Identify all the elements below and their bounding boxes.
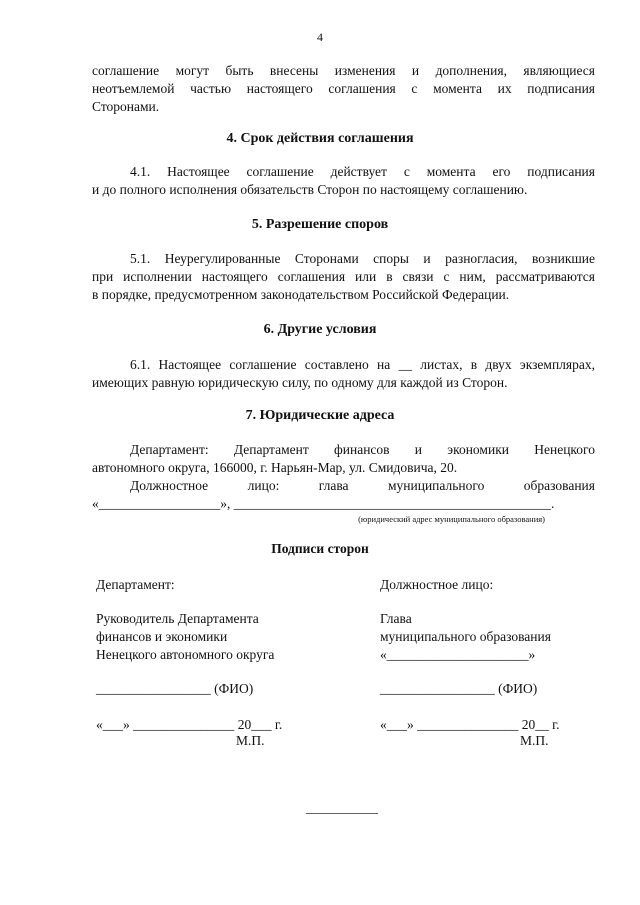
signatures-title: Подписи сторон (271, 541, 369, 556)
right-stamp: М.П. (520, 733, 549, 748)
address-caption: (юридический адрес муниципального образования) (358, 514, 545, 524)
section-7-line-4: «__________________», _______________________________________________. (92, 496, 555, 511)
section-7-line-1: Департамент: Департамент финансов и экономики Ненецкого (130, 442, 595, 457)
right-position-line-1: Глава (380, 611, 412, 626)
section-7-heading: 7. Юридические адреса (245, 408, 395, 423)
footer-divider (306, 813, 378, 814)
right-party: Должностное лицо: (380, 577, 494, 592)
right-position-line-3: «_____________________» (380, 647, 536, 662)
section-4-line-1: 4.1. Настоящее соглашение действует с момента его подписания (130, 164, 595, 179)
left-position-line-2: финансов и экономики (96, 629, 228, 644)
right-date-field: «___» _______________ 20__ г. (380, 717, 560, 732)
section-4-line-2: и до полного исполнения обязательств Сторон по настоящему соглашению. (92, 182, 528, 197)
section-5-line-1: 5.1. Неурегулированные Сторонами споры и разногласия, возникшие (130, 251, 595, 266)
intro-line-1: соглашение могут быть внесены изменения и дополнения, являющиеся (92, 63, 595, 78)
section-5-line-3: в порядке, предусмотренном законодательством Российской Федерации. (92, 287, 510, 302)
left-date-field: «___» _______________ 20___ г. (96, 717, 283, 732)
right-fio-field: _________________ (ФИО) (380, 681, 538, 696)
section-7-line-2: автономного округа, 166000, г. Нарьян-Мар, ул. Смидовича, 20. (92, 460, 458, 475)
section-6-heading: 6. Другие условия (263, 322, 377, 337)
section-4-heading: 4. Срок действия соглашения (226, 131, 414, 146)
section-5-line-2: при исполнении настоящего соглашения или в связи с ним, рассматриваются (92, 269, 595, 284)
intro-line-3: Сторонами. (92, 99, 160, 114)
page-number: 4 (317, 30, 323, 44)
left-position-line-1: Руководитель Департамента (96, 611, 259, 626)
intro-line-2: неотъемлемой частью настоящего соглашения с момента их подписания (92, 81, 595, 96)
left-stamp: М.П. (236, 733, 265, 748)
left-fio-field: _________________ (ФИО) (96, 681, 254, 696)
section-6-line-1: 6.1. Настоящее соглашение составлено на __ листах, в двух экземплярах, (130, 357, 595, 372)
section-5-heading: 5. Разрешение споров (251, 217, 389, 232)
section-7-line-3: Должностное лицо: глава муниципального образования (130, 478, 595, 493)
left-party: Департамент: (96, 577, 175, 592)
right-position-line-2: муниципального образования (380, 629, 551, 644)
section-6-line-2: имеющих равную юридическую силу, по одному для каждой из Сторон. (92, 375, 508, 390)
left-position-line-3: Ненецкого автономного округа (96, 647, 275, 662)
